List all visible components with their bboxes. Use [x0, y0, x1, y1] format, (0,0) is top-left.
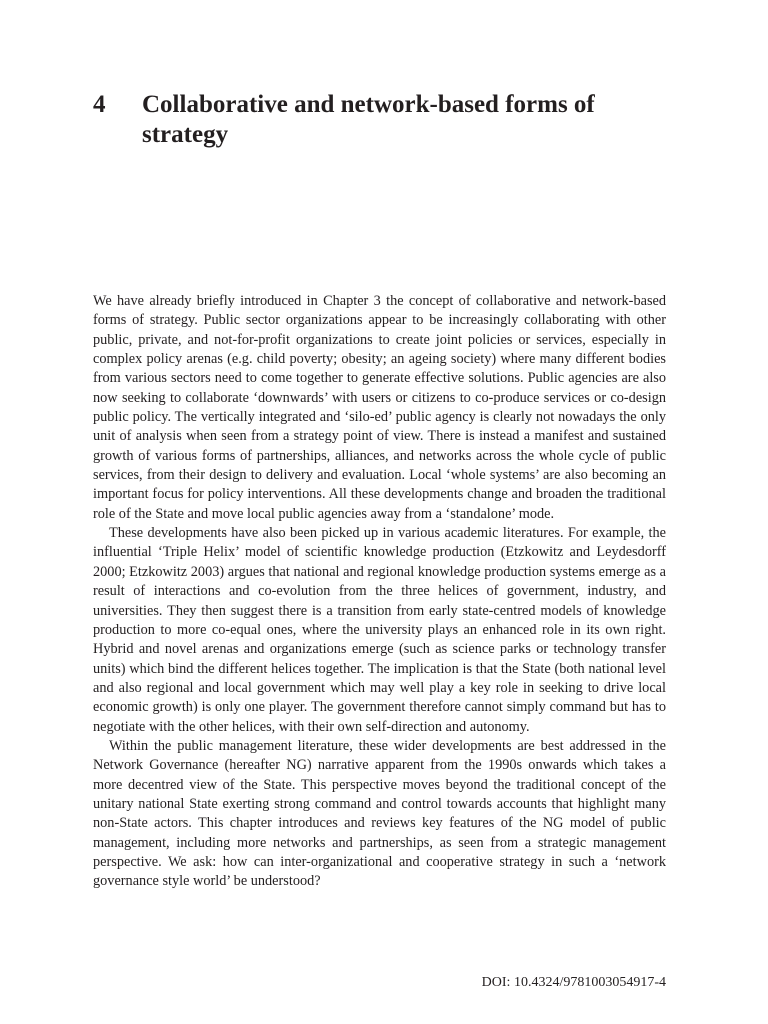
body-text — [93, 292, 666, 892]
chapter-number: 4 — [93, 91, 106, 118]
chapter-title: Collaborative and network-based forms of strategy — [142, 91, 595, 148]
doi-footer: DOI: 10.4324/9781003054917-4 — [481, 975, 666, 990]
paragraph: We have already briefly introduced in Chapter 3 the concept of collaborative and network-based forms of strategy. Public sector organizations appear to be increasingly collaborating with other public, private, and not-for-profit organizations to create joint policies or services, especially in complex policy arenas (e.g. child poverty; obesity; an ageing society) where many different bodies from various sectors need to come together to generate effective solutions. Public agencies are also now seeking to collaborate ‘downwards’ with users or citizens to co-produce services or co-design public policy. The vertically integrated and ‘silo-ed’ public agency is clearly not nowadays the only unit of analysis when seen from a strategy point of view. There is instead a manifest and sustained growth of various forms of partnerships, alliances, and networks across the whole cycle of public services, from their design to delivery and evaluation. Local ‘whole systems’ are also becoming an important focus for policy interventions. All these developments change and broaden the traditional role of the State and move local public agencies away from a ‘standalone’ mode. — [93, 293, 666, 522]
paragraph: Within the public management literature, these wider developments are best addressed in the Network Governance (hereafter NG) narrative apparent from the 1990s onwards which takes a more decentred view of the State. This perspective moves beyond the traditional concept of the unitary national State exerting strong command and control towards accounts that highlight many non-State actors. This chapter introduces and reviews key features of the NG model of public management, including more networks and partnerships, as seen from a strategic management perspective. We ask: how can inter-organizational and cooperative strategy in such a ‘network governance style world’ be understood? — [93, 737, 666, 890]
chapter-heading — [93, 90, 653, 150]
paragraph: These developments have also been picked up in various academic literatures. For example, the influential ‘Triple Helix’ model of scientific knowledge production (Etzkowitz and Leydesdorff 2000; Etzkowitz 2003) argues that national and regional knowledge production systems emerge as a result of interactions and co-evolution from the three helices of government, industry, and universities. They then suggest there is a transition from early state-centred models of knowledge production to more co-equal ones, where the university plays an enhanced role in its own right. Hybrid and novel arenas and organizations emerge (such as science parks or technology transfer units) which bind the different helices together. The implication is that the State (both national level and also regional and local government which may well play a key role in seeking to drive local economic growth) is only one player. The government therefore cannot simply command but has to negotiate with the other helices, with their own self-direction and autonomy. — [93, 525, 666, 735]
